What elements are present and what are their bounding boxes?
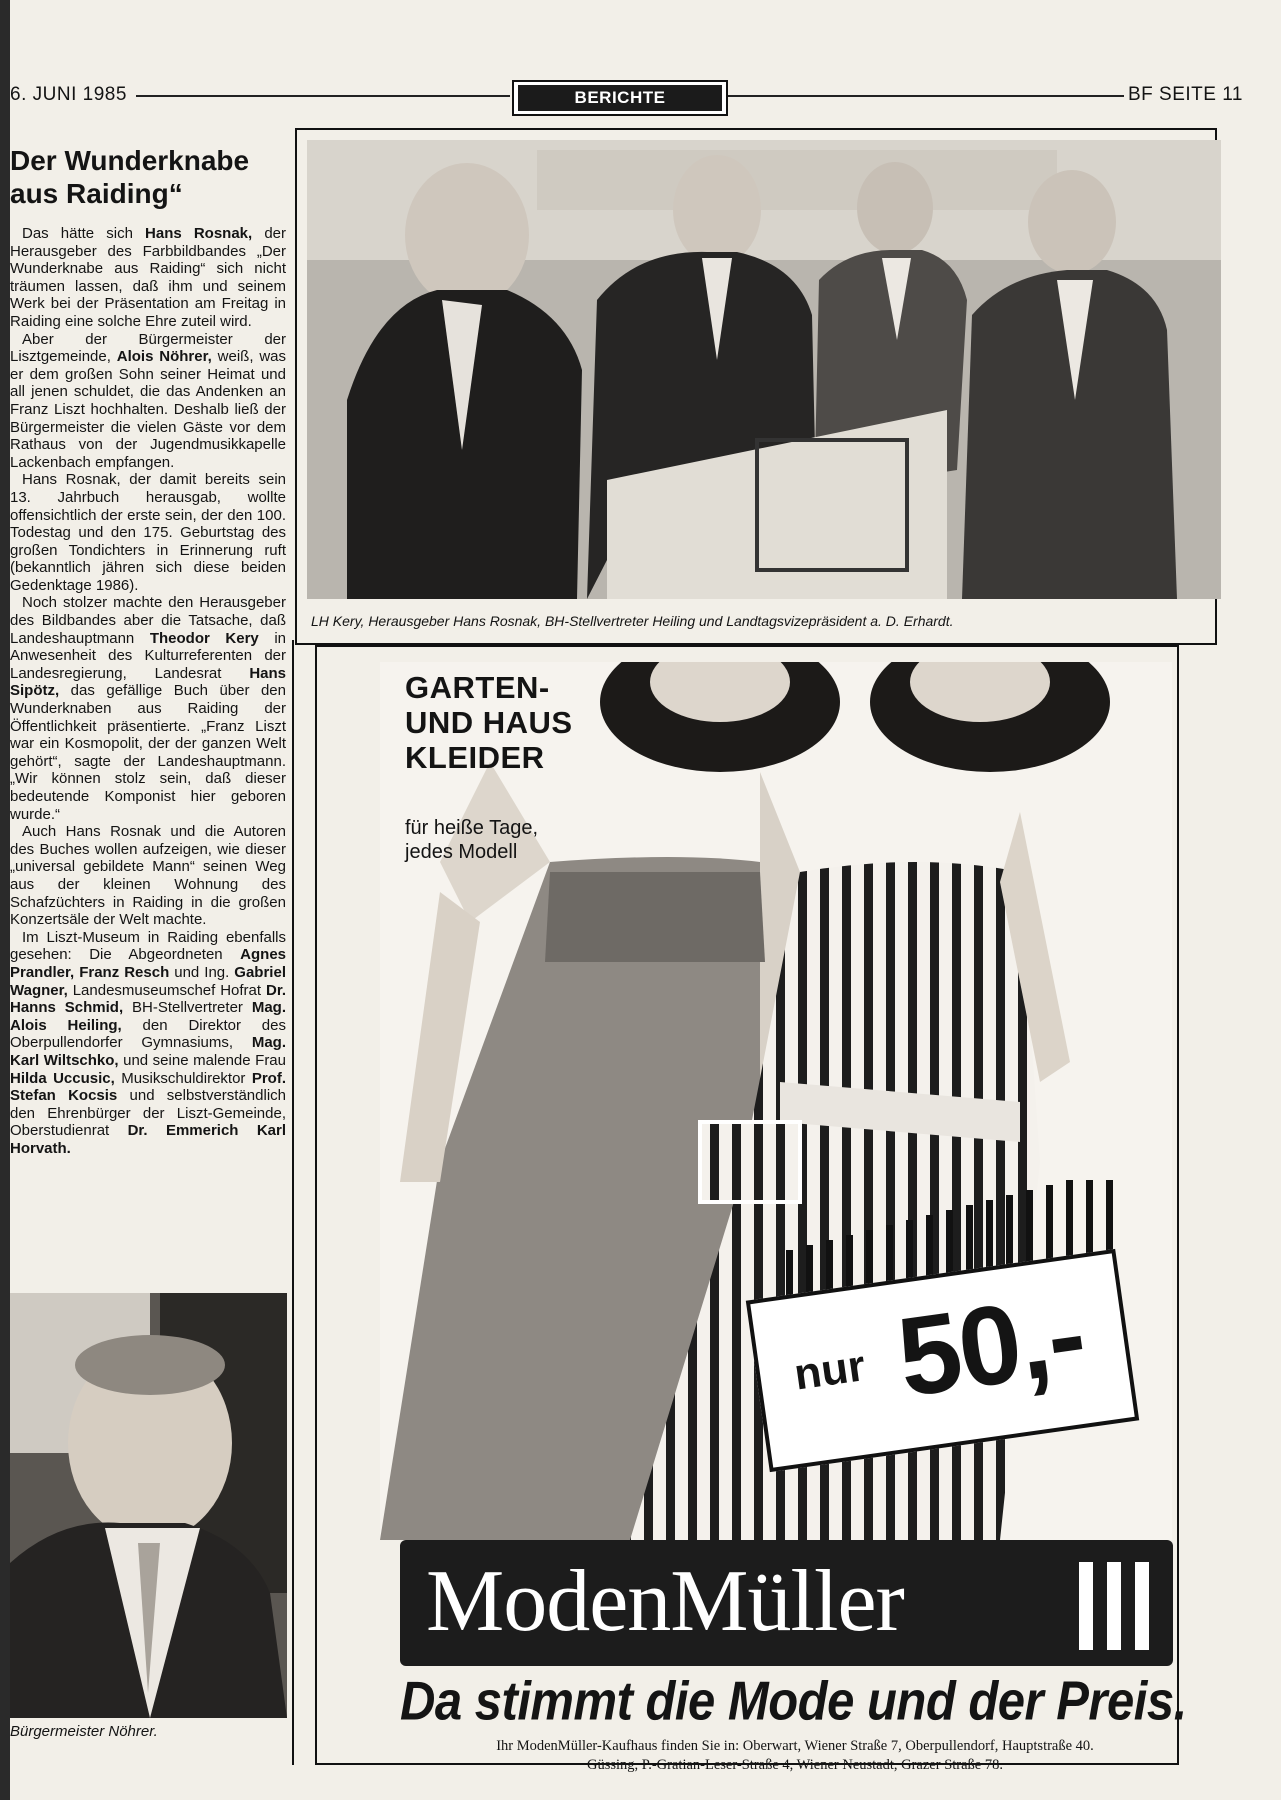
headline-line: Der Wunderknabe [10,145,250,176]
group-photo-image [307,140,1221,599]
address-line: Ihr ModenMüller-Kaufhaus finden Sie in: Oberwart, Wiener Straße 7, Oberpullendorf, Hauptstraße 40. [496,1738,1094,1754]
article-paragraph: Im Liszt-Museum in Raiding ebenfalls gesehen: Die Abgeordneten Agnes Prandler, Franz Resch und Ing. Gabriel Wagner, Landesmuseumschef Hofrat Dr. Hanns Schmid, BH-Stellvertreter Mag. Alois Heiling, den Direktor des Oberpullendorfer Gymnasiums, Mag. Karl Wiltschko, und seine malende Frau Hilda Uccusic, Musikschuldirektor Prof. Stefan Kocsis und selbstverständlich den Ehrenbürger der Liszt-Gemeinde, Oberstudienrat Dr. Emmerich Karl Horvath. [10,928,287,1157]
mayor-portrait-image [10,1293,287,1718]
ad-subline-line: jedes Modell [405,841,518,863]
header-rule-right [728,95,1124,97]
column-rule [292,640,294,1765]
article-paragraph: Aber der Bürgermeister der Lisztgemeinde, Alois Nöhrer, weiß, was er dem großen Sohn seiner Heimat und all jenen schuldet, die das Andenken an Franz Liszt hochhalten. Deshalb ließ der Bürgermeister die vielen Gäste vor dem Rathaus von der Jugendmusikkapelle Lackenbach empfangen. [10,330,287,471]
page-edge-shadow [0,0,10,1800]
price-value: 50,- [890,1270,1092,1421]
article-paragraph: Auch Hans Rosnak und die Autoren des Buches wollen aufzeigen, wie dieser „universal gebildete Mann“ seinen Weg aus der kleinen Wohnung des Schafzüchters in Raiding in die großen Konzertsäle der Welt machte. [10,823,286,929]
section-label: BERICHTE [518,85,722,111]
ad-slogan: Da stimmt die Mode und der Preis. [400,1671,1187,1732]
article-paragraph: Hans Rosnak, der damit bereits sein 13. Jahrbuch herausgab, wollte offensichtlich der erste sein, der den 100. Todestag und den 175. Geburtstag des großen Tondichters in Erinnerung ruft (bekanntlich jähren sich diese beiden Gedenktage 1986). [10,471,286,594]
group-photo [307,140,1221,599]
header-rule-left [136,95,510,97]
issue-date: 6. JUNI 1985 [10,84,127,105]
article-paragraph: Noch stolzer machte den Herausgeber des Bildbandes aber die Tatsache, daß Landeshauptmann Theodor Kery in Anwesenheit des Kulturreferenten der Landesregierung, Landesrat Hans Sipötz, das gefällige Buch über den Wunderknaben aus Raiding der Öffentlichkeit präsentierte. „Franz Liszt war ein Kosmopolit, der der ganzen Welt gehört“, sagte der Landeshauptmann. „Wir können stolz sein, daß dieser bedeutende Komponist hier geboren wurde.“ [10,594,287,823]
photo-caption: LH Kery, Herausgeber Hans Rosnak, BH-Stellvertreter Heiling und Landtagsvizepräsident a. D. Erhardt. [311,613,954,629]
address-line: Güssing, P.-Gratian-Leser-Straße 4, Wiener Neustadt, Grazer Straße 78. [586,1757,1003,1773]
price-prefix: nur [791,1341,869,1400]
article-body [10,225,286,1157]
page-number: BF SEITE 11 [1128,84,1243,105]
price-tag [746,1240,1146,1502]
ad-headline-line: KLEIDER [405,740,545,775]
section-label-box [512,80,728,116]
mayor-portrait [10,1293,287,1718]
ad-headline-line: GARTEN- [405,670,550,705]
ad-subline [405,816,538,864]
brand-bar [400,1540,1173,1666]
brand-stripes-icon [1079,1562,1151,1650]
ad-headline [405,670,573,775]
ad-address [415,1737,1175,1775]
ad-headline-line: UND HAUS [405,705,573,740]
article-headline [10,144,300,210]
ad-subline-line: für heiße Tage, [405,817,539,839]
brand-logo-text: ModenMüller [426,1553,904,1650]
article-paragraph: Das hätte sich Hans Rosnak, der Herausgeber des Farbbildbandes „Der Wunderknabe aus Raiding“ sich nicht träumen lassen, daß ihm und seinem Werk bei der Präsentation am Freitag in Raiding eine solche Ehre zuteil wird. [10,225,286,330]
portrait-caption: Bürgermeister Nöhrer. [10,1723,158,1740]
headline-line: aus Raiding“ [10,178,183,209]
